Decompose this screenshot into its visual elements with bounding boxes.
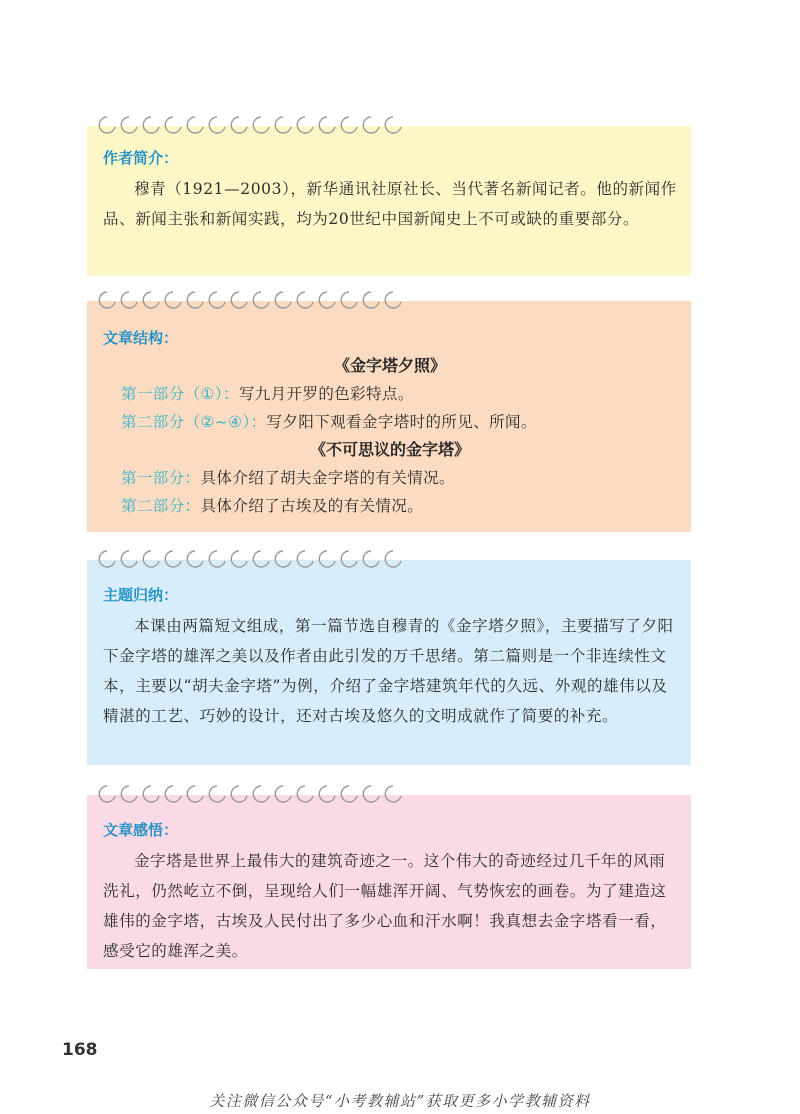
part-label: 第二部分（②~④）： [121,413,267,431]
part-label: 第一部分： [121,469,201,487]
part-label: 第一部分（①）： [121,385,239,403]
footer-note: 关注微信公众号“小考教辅站”获取更多小学教辅资料 [209,1092,591,1110]
page-number: 168 [62,1040,98,1060]
author-text: 穆青（1921—2003），新华通讯社原社长、当代著名新闻记者。他的新闻作品、新闻主张和新闻实践，均为20世纪中国新闻史上不可或缺的重要部分。 [103,180,677,228]
spiral-binding-icon [93,548,413,570]
article1-part1 [103,380,677,408]
article2-part2 [103,492,677,520]
article1-title: 《金字塔夕照》 [333,356,446,375]
structure-card [87,301,691,532]
reflection-card [87,795,691,969]
spiral-binding-icon [93,289,413,311]
reflection-text: 金字塔是世界上最伟大的建筑奇迹之一。这个伟大的奇迹经过几千年的风雨洗礼，仍然屹立不倒，呈现给人们一幅雄浑开阔、气势恢宏的画卷。为了建造这雄伟的金字塔，古埃及人民付出了多少心血和汗水啊！我真想去金字塔看一看，感受它的雄浑之美。 [103,852,667,960]
theme-heading: 主题归纳： [103,586,179,604]
author-heading: 作者简介： [103,149,179,167]
part-text: 具体介绍了胡夫金字塔的有关情况。 [200,469,455,487]
article1-part2 [103,408,677,436]
article2-part1 [103,464,677,492]
spiral-binding-icon [93,783,413,805]
structure-heading: 文章结构： [103,329,179,347]
reflection-heading: 文章感悟： [103,821,179,839]
part-text: 写夕阳下观看金字塔时的所见、所闻。 [266,413,537,431]
author-card [87,126,691,276]
part-label: 第二部分： [121,497,201,515]
spiral-binding-icon [93,114,413,136]
theme-text: 本课由两篇短文组成，第一篇节选自穆青的《金字塔夕照》，主要描写了夕阳下金字塔的雄浑之美以及作者由此引发的万千思绪。第二篇则是一个非连续性文本，主要以“胡夫金字塔”为例，介绍了金字塔建筑年代的久远、外观的雄伟以及精湛的工艺、巧妙的设计，还对古埃及悠久的文明成就作了简要的补充。 [103,617,674,725]
part-text: 具体介绍了古埃及的有关情况。 [200,497,424,515]
article2-title: 《不可思议的金字塔》 [309,440,470,459]
part-text: 写九月开罗的色彩特点。 [238,385,414,403]
theme-card [87,560,691,765]
